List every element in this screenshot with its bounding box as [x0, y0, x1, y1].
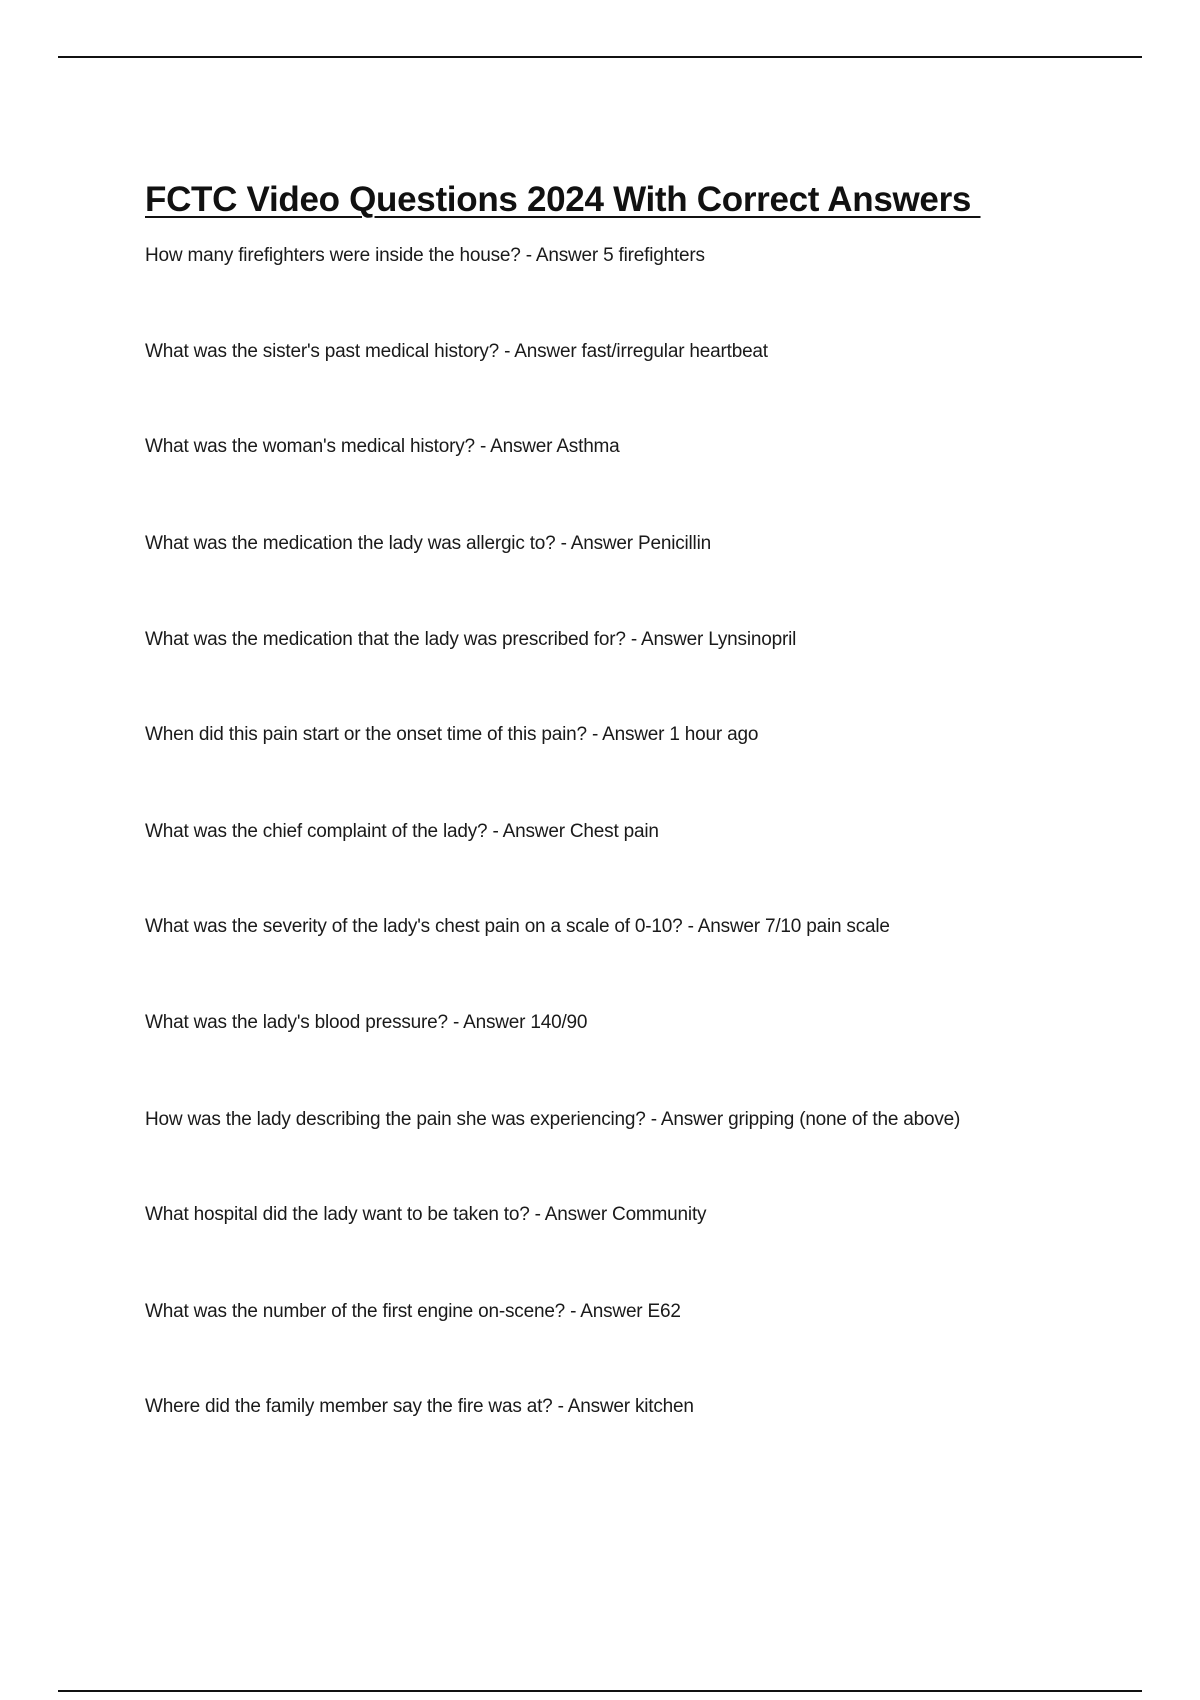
qa-item: What was the medication the lady was allergic to? - Answer Penicillin	[145, 533, 711, 554]
qa-item: What hospital did the lady want to be taken to? - Answer Community	[145, 1204, 707, 1225]
qa-item: What was the lady's blood pressure? - Answer 140/90	[145, 1012, 588, 1033]
qa-item: What was the severity of the lady's chest pain on a scale of 0-10? - Answer 7/10 pain scale	[145, 916, 890, 937]
qa-item: What was the woman's medical history? - Answer Asthma	[145, 436, 620, 457]
qa-item: When did this pain start or the onset time of this pain? - Answer 1 hour ago	[145, 724, 759, 745]
document-title: FCTC Video Questions 2024 With Correct Answers	[145, 180, 981, 219]
qa-item: How many firefighters were inside the house? - Answer 5 firefighters	[145, 245, 705, 266]
top-rule	[58, 56, 1142, 58]
qa-item: How was the lady describing the pain she was experiencing? - Answer gripping (none of the above)	[145, 1109, 961, 1130]
qa-item: What was the sister's past medical history? - Answer fast/irregular heartbeat	[145, 341, 768, 362]
bottom-rule	[58, 1690, 1142, 1692]
qa-item: What was the chief complaint of the lady? - Answer Chest pain	[145, 821, 659, 842]
qa-item: Where did the family member say the fire was at? - Answer kitchen	[145, 1396, 694, 1417]
qa-item: What was the number of the first engine on-scene? - Answer E62	[145, 1301, 681, 1322]
qa-item: What was the medication that the lady was prescribed for? - Answer Lynsinopril	[145, 629, 797, 650]
